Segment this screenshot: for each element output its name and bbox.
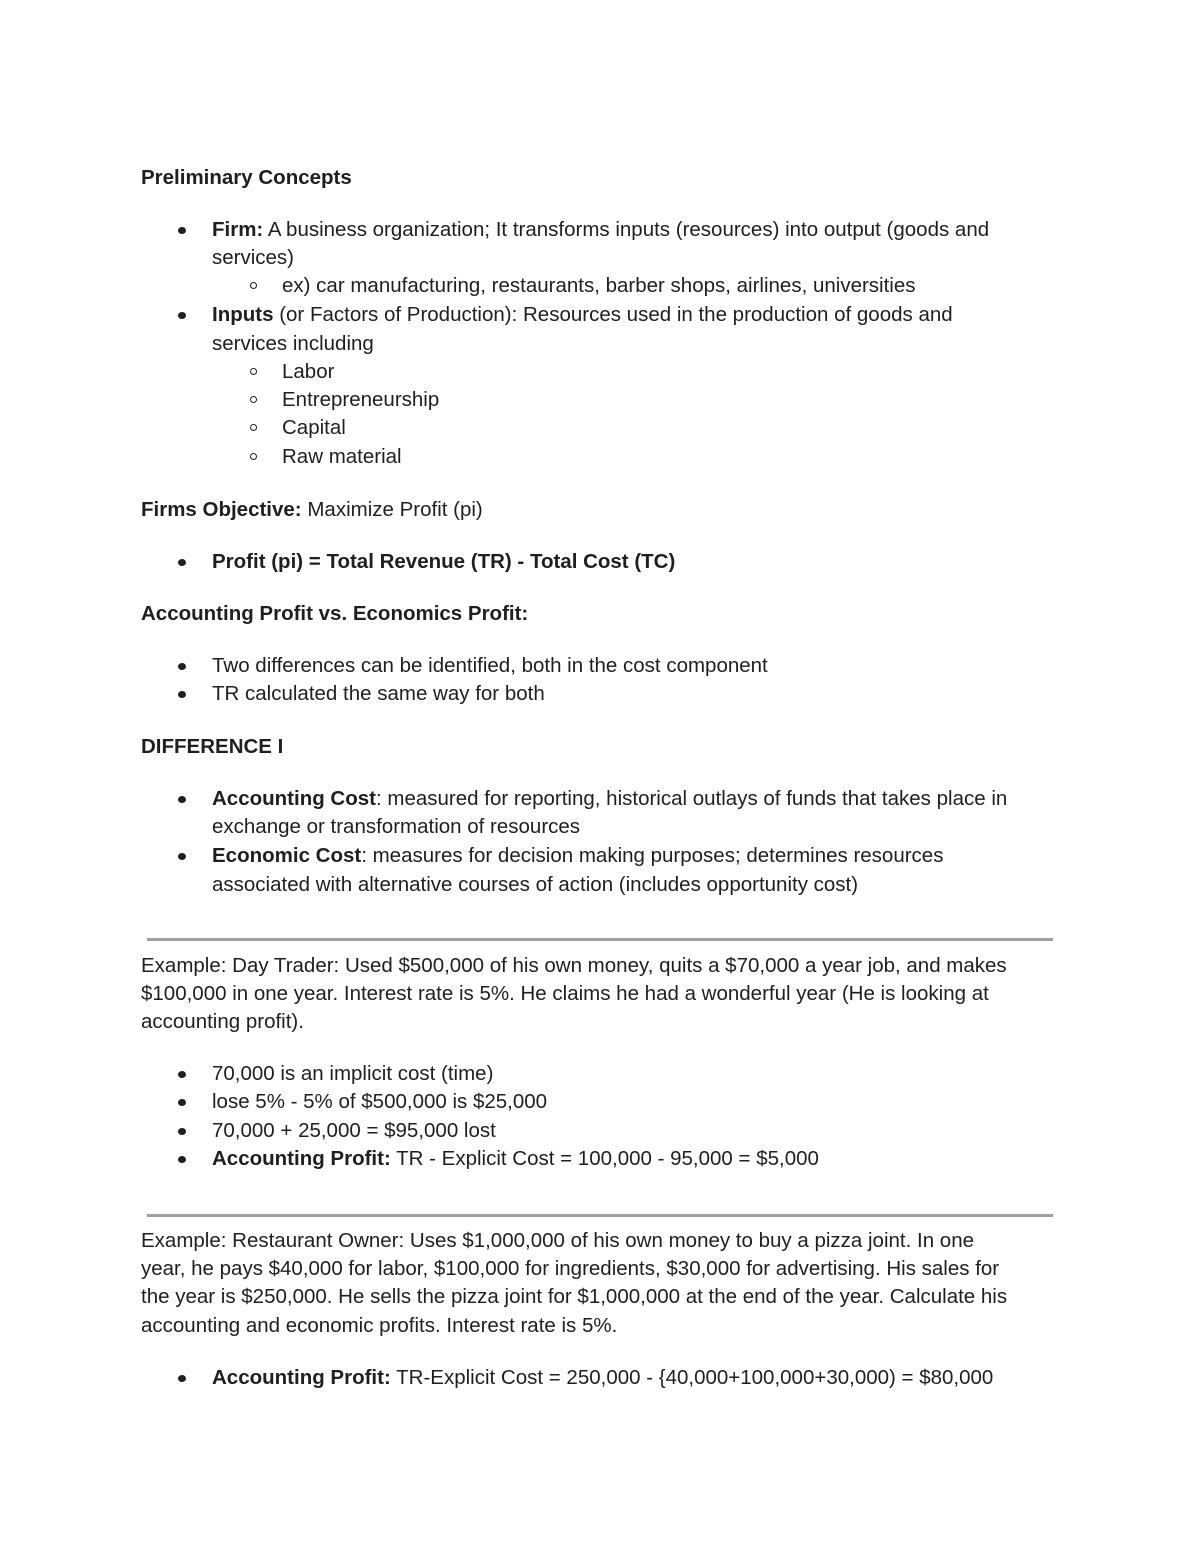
bullet-inputs [212, 301, 953, 329]
term-accounting-profit: Accounting Profit: [212, 1147, 391, 1170]
horizontal-rule [147, 938, 1053, 941]
bullet-difference: Two differences can be identified, both in the cost component [212, 652, 768, 680]
bullet-interest-loss: lose 5% - 5% of $500,000 is $25,000 [212, 1088, 547, 1116]
sub-bullet-input: Raw material [282, 443, 402, 471]
term-firm: Firm: [212, 218, 264, 241]
bullet-restaurant-accounting-profit [212, 1364, 993, 1392]
example-restaurant-text: the year is $250,000. He sells the pizza joint for $1,000,000 at the end of the year. Calculate his [141, 1285, 1008, 1308]
firm-definition: A business organization; It transforms inputs (resources) into output (goods and [263, 218, 990, 241]
horizontal-rule [147, 1214, 1053, 1217]
heading-preliminary-concepts: Preliminary Concepts [141, 166, 352, 189]
accounting-cost-definition: : measured for reporting, historical outlays of funds that takes place in [376, 787, 1008, 810]
bullet-economic-cost [212, 842, 943, 870]
bullet-implicit-cost: 70,000 is an implicit cost (time) [212, 1060, 493, 1088]
bullet-accounting-cost [212, 785, 1007, 813]
term-accounting-profit: Accounting Profit: [212, 1366, 391, 1389]
bullet-accounting-profit [212, 1145, 819, 1173]
term-economic-cost: Economic Cost [212, 844, 362, 867]
bullet-total-lost: 70,000 + 25,000 = $95,000 lost [212, 1117, 496, 1145]
example-day-trader-text: Example: Day Trader: Used $500,000 of his own money, quits a $70,000 a year job, and makes [141, 954, 1007, 977]
example-restaurant-text: year, he pays $40,000 for labor, $100,000 for ingredients, $30,000 for advertising. His sales for [141, 1257, 1000, 1280]
bullet-difference: TR calculated the same way for both [212, 680, 545, 708]
term-firms-objective: Firms Objective: [141, 498, 302, 521]
term-inputs: Inputs [212, 303, 274, 326]
economic-cost-definition-cont: associated with alternative courses of action (includes opportunity cost) [212, 873, 859, 896]
accounting-profit-calc: TR - Explicit Cost = 100,000 - 95,000 = $5,000 [390, 1147, 819, 1170]
inputs-definition-cont: services including [212, 332, 374, 355]
restaurant-accounting-profit-calc: TR-Explicit Cost = 250,000 - {40,000+100,000+30,000) = $80,000 [390, 1366, 994, 1389]
sub-bullet-input: Labor [282, 358, 334, 386]
inputs-definition: (or Factors of Production): Resources used in the production of goods and [273, 303, 953, 326]
firm-definition-cont: services) [212, 246, 295, 269]
economic-cost-definition: : measures for decision making purposes; determines resources [361, 844, 944, 867]
term-accounting-cost: Accounting Cost [212, 787, 376, 810]
accounting-cost-definition-cont: exchange or transformation of resources [212, 815, 581, 838]
sub-bullet-firm-example: ex) car manufacturing, restaurants, barber shops, airlines, universities [282, 272, 916, 300]
sub-bullet-input: Entrepreneurship [282, 386, 439, 414]
example-day-trader-text: accounting profit). [141, 1010, 304, 1033]
firms-objective-text: Maximize Profit (pi) [301, 498, 483, 521]
bullet-profit-formula: Profit (pi) = Total Revenue (TR) - Total Cost (TC) [212, 548, 675, 576]
heading-difference-i: DIFFERENCE I [141, 735, 284, 758]
sub-bullet-input: Capital [282, 414, 346, 442]
bullet-firm [212, 216, 989, 244]
example-day-trader-text: $100,000 in one year. Interest rate is 5%. He claims he had a wonderful year (He is looking at [141, 982, 989, 1005]
firms-objective-line [141, 496, 483, 524]
heading-accounting-vs-economics: Accounting Profit vs. Economics Profit: [141, 602, 529, 625]
example-restaurant-text: Example: Restaurant Owner: Uses $1,000,000 of his own money to buy a pizza joint. In one [141, 1229, 974, 1252]
example-restaurant-text: accounting and economic profits. Interest rate is 5%. [141, 1314, 618, 1337]
